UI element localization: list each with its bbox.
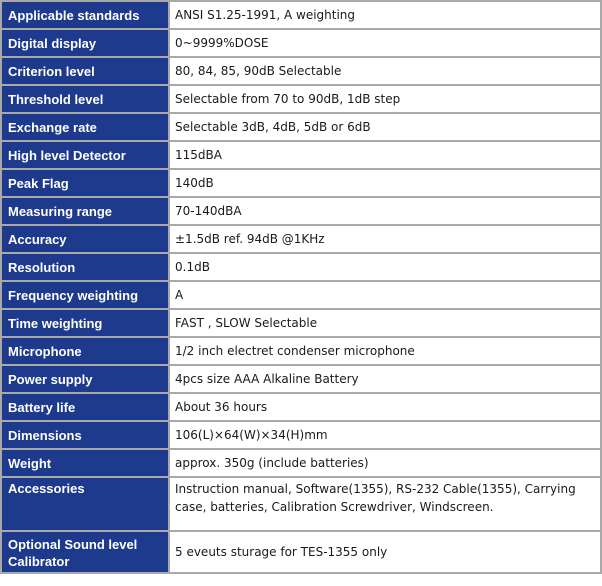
spec-label: Battery life [2, 394, 168, 420]
spec-label: Accessories [2, 478, 168, 530]
spec-label: Power supply [2, 366, 168, 392]
spec-row-microphone [2, 338, 600, 364]
spec-label: High level Detector [2, 142, 168, 168]
spec-value: 106(L)×64(W)×34(H)mm [170, 422, 600, 448]
spec-row-applicable-standards [2, 2, 600, 28]
spec-row-dimensions [2, 422, 600, 448]
specifications-body [2, 2, 600, 572]
spec-value: 5 eveuts sturage for TES-1355 only [170, 532, 600, 572]
spec-row-resolution [2, 254, 600, 280]
spec-value: Selectable from 70 to 90dB, 1dB step [170, 86, 600, 112]
spec-value: 1/2 inch electret condenser microphone [170, 338, 600, 364]
spec-value: About 36 hours [170, 394, 600, 420]
spec-value: ANSI S1.25-1991, A weighting [170, 2, 600, 28]
spec-label: Optional Sound level Calibrator [2, 532, 168, 572]
spec-row-high-level-detector [2, 142, 600, 168]
spec-label: Weight [2, 450, 168, 476]
spec-row-optional-calibrator [2, 532, 600, 572]
spec-value: 80, 84, 85, 90dB Selectable [170, 58, 600, 84]
spec-label: Microphone [2, 338, 168, 364]
spec-value: approx. 350g (include batteries) [170, 450, 600, 476]
spec-row-peak-flag [2, 170, 600, 196]
spec-label: Time weighting [2, 310, 168, 336]
spec-label: Frequency weighting [2, 282, 168, 308]
spec-value: 0.1dB [170, 254, 600, 280]
spec-row-battery-life [2, 394, 600, 420]
spec-label: Peak Flag [2, 170, 168, 196]
spec-value: Instruction manual, Software(1355), RS-232 Cable(1355), Carrying case, batteries, Calibration Screwdriver, Windscreen. [170, 478, 600, 530]
spec-value: 70-140dBA [170, 198, 600, 224]
spec-row-accuracy [2, 226, 600, 252]
spec-row-frequency-weighting [2, 282, 600, 308]
spec-row-weight [2, 450, 600, 476]
spec-label: Threshold level [2, 86, 168, 112]
spec-value: 140dB [170, 170, 600, 196]
spec-label: Digital display [2, 30, 168, 56]
spec-row-digital-display [2, 30, 600, 56]
spec-row-measuring-range [2, 198, 600, 224]
spec-row-accessories [2, 478, 600, 530]
spec-label: Accuracy [2, 226, 168, 252]
spec-label: Dimensions [2, 422, 168, 448]
spec-label: Criterion level [2, 58, 168, 84]
spec-label: Resolution [2, 254, 168, 280]
spec-row-time-weighting [2, 310, 600, 336]
spec-label: Exchange rate [2, 114, 168, 140]
spec-value: 4pcs size AAA Alkaline Battery [170, 366, 600, 392]
spec-value: ±1.5dB ref. 94dB @1KHz [170, 226, 600, 252]
spec-value: Selectable 3dB, 4dB, 5dB or 6dB [170, 114, 600, 140]
spec-label: Measuring range [2, 198, 168, 224]
spec-label: Applicable standards [2, 2, 168, 28]
spec-value: 0~9999%DOSE [170, 30, 600, 56]
spec-row-threshold-level [2, 86, 600, 112]
spec-value: A [170, 282, 600, 308]
spec-value: FAST , SLOW Selectable [170, 310, 600, 336]
spec-value: 115dBA [170, 142, 600, 168]
spec-row-exchange-rate [2, 114, 600, 140]
spec-row-power-supply [2, 366, 600, 392]
spec-row-criterion-level [2, 58, 600, 84]
